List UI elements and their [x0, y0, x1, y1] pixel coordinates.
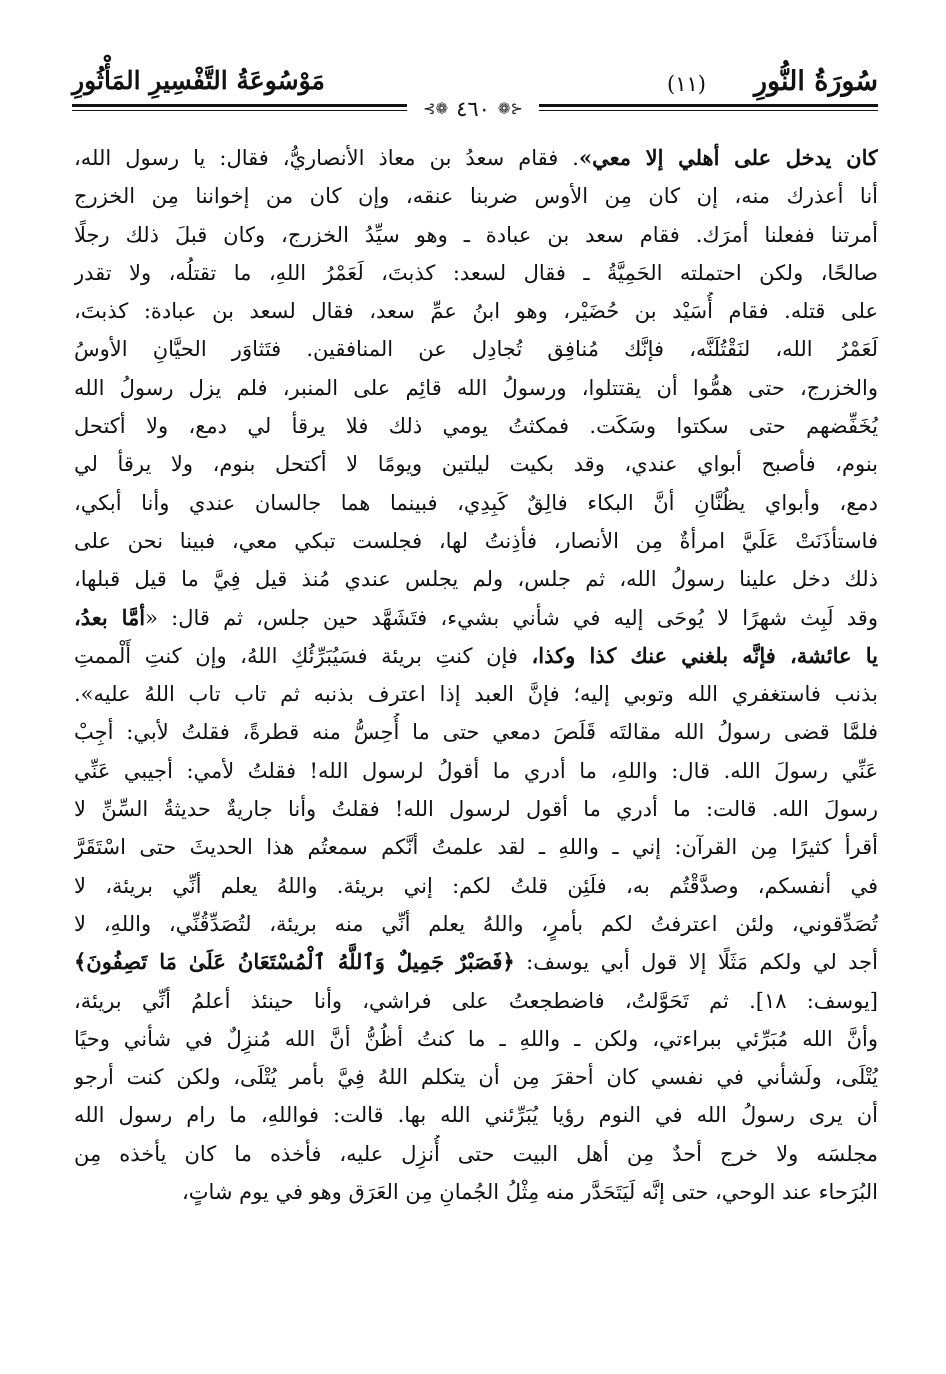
- text-line: [74, 1020, 878, 1058]
- bold-text: ﴿فَصَبْرٌ جَمِيلٌ وَٱللَّهُ ٱلْمُسْتَعَانُ عَلَىٰ مَا تَصِفُونَ﴾: [74, 949, 515, 975]
- line-text: أمرتنا ففعلنا أمرَك. فقام سعد بن عبادة ـ وهو سيِّدُ الخزرج، وكان قبلَ ذلك رجلًا: [74, 222, 878, 247]
- line-text: فإن كنتِ بريئة فسَيُبَرِّئُكِ اللهُ، وإن كنتِ أَلْممتِ: [74, 643, 532, 668]
- text-line: [74, 752, 878, 790]
- line-text: أقرأ كثيرًا مِن القرآن: إني ـ واللهِ ـ لقد علمتُ أنَّكم سمعتُم هذا الحديثَ حتى اسْتَقَرَّ: [74, 835, 878, 860]
- surah-title: سُورَةُ النُّورِ: [753, 66, 878, 97]
- line-text: فلمَّا قضى رسولُ الله مقالتَه قَلَصَ دمعي حتى ما أُحِسُّ منه قطرةً، فقلتُ لأبي: أجِبْ: [74, 720, 878, 745]
- right-ornament-icon: ❁⊱: [497, 99, 524, 118]
- line-text: وأنَّ الله مُبَرِّئي ببراءتي، ولكن ـ واللهِ ـ ما كنتُ أظُنُّ أنَّ الله مُنزِلٌ في شأني وحيًا: [74, 1026, 878, 1051]
- page-body: [74, 139, 878, 1359]
- text-line: [74, 599, 878, 637]
- text-line: [74, 407, 878, 445]
- text-line: [74, 637, 878, 675]
- text-line: [74, 560, 878, 598]
- text-line: [74, 522, 878, 560]
- line-text: ذلك دخل علينا رسولُ الله، ثم جلس، ولم يجلس عندي مُنذ قيل فِيَّ ما قيل قبلها،: [74, 567, 878, 592]
- text-line: [74, 675, 878, 713]
- page-number-badge: [407, 94, 539, 120]
- line-text: البُرَحاء عند الوحي، حتى إنَّه لَيَتَحَدَّر منه مِثْلُ الجُمانِ مِن العَرَق وهو في يوم شاتٍ،: [181, 1180, 878, 1205]
- text-line: [74, 369, 878, 407]
- line-text: أجد لي ولكم مَثَلًا إلا قول أبي يوسف:: [514, 950, 878, 975]
- line-text: دمع، وأبواي يظُنَّانِ أنَّ البكاء فالِقٌ كَبِدِي، فبينما هما جالسان عندي وأنا أبكي،: [74, 490, 878, 515]
- text-line: [74, 982, 878, 1020]
- line-text: وقد لَبِث شهرًا لا يُوحَى إليه في شأني بشيء، فتَشَهَّد حين جلس، ثم قال: «: [145, 605, 878, 630]
- left-ornament-icon: ⊰❁: [422, 99, 449, 118]
- bold-text: كان يدخل على أهلي إلا معي»: [578, 145, 878, 170]
- line-text: مجلسَه ولا خرج أحدٌ مِن أهل البيت حتى أُنزِل عليه، فأخذه ما كان يأخذه مِن: [74, 1141, 878, 1166]
- line-text: أنا أعذرك منه، إن كان مِن الأوس ضربنا عنقه، وإن كان من إخواننا مِن الخزرج: [74, 184, 878, 209]
- text-line: [74, 867, 878, 905]
- line-text: تُصَدِّقوني، ولئن اعترفتُ لكم بأمرٍ، واللهُ يعلم أنِّي منه بريئة، لتُصَدِّقُنِّي، واللهِ، لا: [74, 911, 878, 936]
- line-text: يُخَفِّضهم حتى سكتوا وسَكَت. فمكثتُ يومي ذلك فلا يرقأ لي دمع، ولا أكتحل: [74, 414, 878, 439]
- surah-number: (١١): [667, 72, 706, 96]
- text-line: [74, 216, 878, 254]
- book-title: مَوْسُوعَةُ التَّفْسِيرِ المَأْثُورِ: [72, 66, 325, 95]
- text-line: [74, 790, 878, 828]
- text-line: [74, 905, 878, 943]
- bold-text: أمَّا بعدُ،: [74, 604, 146, 630]
- line-text: عَنِّي رسولَ الله. قال: واللهِ، ما أدري ما أقولُ لرسول الله! فقلتُ لأمي: أجيبي عَنِّي: [74, 758, 878, 783]
- line-text: لَعَمْرُ الله، لنَقْتُلَنَّه، فإنَّك مُنافِق تُجادِل عن المنافقين. فتَثاوَر الحيَّانِ الأوسُ: [74, 337, 878, 362]
- text-line: [74, 1058, 878, 1096]
- text-line: [74, 177, 878, 215]
- text-line: [74, 254, 878, 292]
- line-text: . فقام سعدُ بن معاذ الأنصاريُّ، فقال: يا رسول الله،: [74, 146, 579, 170]
- text-line: [74, 828, 878, 866]
- line-text: بذنب فاستغفري الله وتوبي إليه؛ فإنَّ العبد إذا اعترف بذنبه ثم تاب تاب اللهُ عليه».: [74, 682, 878, 707]
- line-text: أن يرى رسولُ الله في النوم رؤيا يُبَرِّئني الله بها. قالت: فواللهِ، ما رام رسول الله: [74, 1103, 878, 1128]
- text-line: [74, 1173, 878, 1211]
- text-line: [74, 943, 878, 981]
- text-line: [74, 484, 878, 522]
- text-line: [74, 713, 878, 751]
- line-text: صالحًا، ولكن احتملته الحَمِيَّةُ ـ فقال لسعد: كذبتَ، لَعَمْرُ اللهِ، ما تقتلُه، ولا تقدر: [74, 260, 878, 285]
- text-line: [74, 330, 878, 368]
- line-text: بنوم، فأصبح أبواي عندي، وقد بكيت ليلتين ويومًا لا أكتحل بنوم، ولا يرقأ لي: [74, 452, 878, 477]
- line-text: [يوسف: ١٨]. ثم تَحَوَّلتُ، فاضطجعتُ على فراشي، وأنا حينئذ أعلمُ أنِّي بريئة،: [74, 988, 878, 1013]
- text-line: [74, 1135, 878, 1173]
- text-line: [74, 139, 878, 177]
- line-text: رسولَ الله. قالت: ما أدري ما أقول لرسول الله! فقلتُ وأنا جاريةٌ حديثةُ السِّنِّ لا: [74, 797, 878, 822]
- line-text: يُتْلَى، ولَشأني في نفسي كان أحقرَ مِن أن يتكلم اللهُ فِيَّ بأمر يُتْلَى، ولكن كنت أرجو: [74, 1065, 878, 1090]
- line-text: في أنفسكم، وصدَّقْتُم به، فلَئِن قلتُ لكم: إني بريئة. واللهُ يعلم أنِّي بريئة، لا: [74, 873, 878, 898]
- line-text: والخزرج، حتى همُّوا أن يقتتلوا، ورسولُ الله قائِم على المنبر، فلم يزل رسولُ الله: [74, 375, 878, 400]
- bold-text: يا عائشة، فإنَّه بلغني عنك كذا وكذا،: [531, 642, 878, 668]
- text-line: [74, 445, 878, 483]
- text-line: [74, 292, 878, 330]
- text-line: [74, 1096, 878, 1134]
- line-text: فاستأذَنَتْ عَلَيَّ امرأةٌ مِن الأنصار، فأذِنتُ لها، فجلست تبكي معي، فبينا نحن على: [74, 528, 878, 553]
- page-number: ٤٦٠: [456, 96, 490, 121]
- line-text: على قتله. فقام أُسَيْد بن حُضَيْر، وهو ابنُ عمِّ سعد، فقال لسعد بن عبادة: كذبتَ،: [74, 299, 878, 324]
